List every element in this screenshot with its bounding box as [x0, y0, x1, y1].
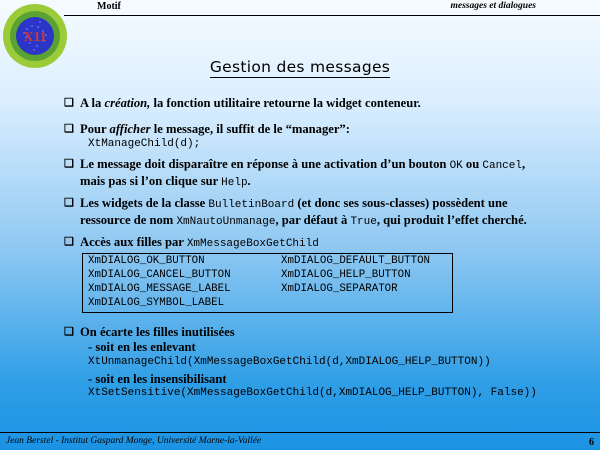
children-constants-box	[82, 253, 453, 313]
checkbox-bullet-icon: ❑	[64, 326, 74, 338]
bullet-item-creation: ❑ A la création, la fonction utilitaire retourne la widget conteneur.	[64, 96, 421, 110]
bullet-item-acces-filles: ❑ Accès aux filles par XmMessageBoxGetChild	[64, 235, 319, 250]
constant-symbol-label: XmDIALOG_SYMBOL_LABEL	[88, 297, 225, 309]
footer-author: Jean Berstel - Institut Gaspard Monge, Université Marne-la-Vallée	[6, 436, 262, 446]
footer-rule	[0, 432, 600, 433]
sub-enlevant: - soit en les enlevant	[88, 340, 196, 354]
checkbox-bullet-icon: ❑	[64, 197, 74, 209]
constant-separator: XmDIALOG_SEPARATOR	[281, 283, 398, 295]
code-unmanage-child: XtUnmanageChild(XmMessageBoxGetChild(d,XmDIALOG_HELP_BUTTON))	[88, 356, 491, 368]
bullet-item-disparaitre: ❑ Le message doit disparaître en réponse à une activation d’un bouton OK ou Cancel, mais pas si l’on clique sur Help.	[64, 157, 526, 189]
bullet-item-bulletinboard: ❑ Les widgets de la classe BulletinBoard (et donc ses sous-classes) possèdent une ressource de nom XmNautoUnmanage, par défaut à True, qui produit l’effet cherché.	[64, 196, 527, 228]
constant-help-button: XmDIALOG_HELP_BUTTON	[281, 269, 411, 281]
checkbox-bullet-icon: ❑	[64, 123, 74, 135]
header-rule	[64, 15, 600, 16]
constant-cancel-button: XmDIALOG_CANCEL_BUTTON	[88, 269, 231, 281]
slide-title: Gestion des messages	[209, 58, 391, 76]
constant-default-button: XmDIALOG_DEFAULT_BUTTON	[281, 255, 431, 267]
checkbox-bullet-icon: ❑	[64, 158, 74, 170]
header-left: Motif	[97, 1, 121, 12]
code-manage-child: XtManageChild(d);	[88, 138, 201, 150]
checkbox-bullet-icon: ❑	[64, 236, 74, 248]
checkbox-bullet-icon: ❑	[64, 97, 74, 109]
sub-insensibilisant: - soit en les insensibilisant	[88, 372, 227, 386]
bullet-item-afficher: ❑ Pour afficher le message, il suffit de le “manager”:	[64, 122, 350, 136]
constant-message-label: XmDIALOG_MESSAGE_LABEL	[88, 283, 231, 295]
page-number: 6	[589, 437, 594, 448]
svg-text:X11: X11	[23, 30, 47, 45]
constant-ok-button: XmDIALOG_OK_BUTTON	[88, 255, 205, 267]
header-bar	[0, 0, 600, 14]
bullet-item-filles-inutilisees: ❑ On écarte les filles inutilisées	[64, 325, 235, 339]
header-right: messages et dialogues	[450, 1, 536, 11]
code-set-sensitive: XtSetSensitive(XmMessageBoxGetChild(d,XmDIALOG_HELP_BUTTON), False))	[88, 387, 537, 399]
